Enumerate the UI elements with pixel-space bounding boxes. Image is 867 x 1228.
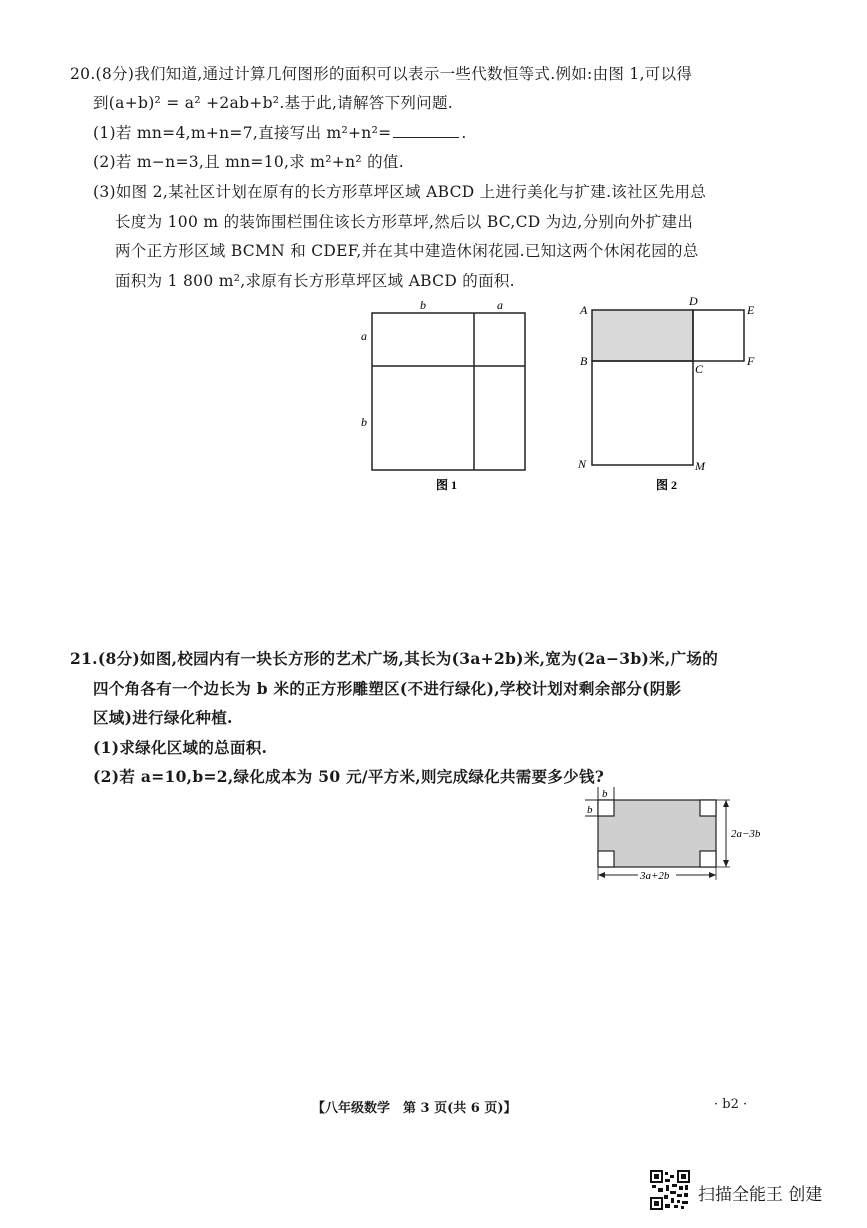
fig2-label-N: N — [578, 457, 587, 471]
qr-code-icon — [650, 1170, 690, 1210]
answer-blank — [393, 123, 459, 138]
fig1-label-b-top: b — [420, 298, 426, 312]
q21-line2: 四个角各有一个边长为 b 米的正方形雕塑区(不进行绿化),学校计划对剩余部分(阴影 — [93, 679, 682, 698]
fig2-label-M: M — [695, 459, 705, 473]
q20-part3-line3: 两个正方形区域 BCMN 和 CDEF,并在其中建造休闲花园.已知这两个休闲花园的总 — [115, 242, 699, 260]
q20-part1 — [93, 121, 467, 143]
figure-3 — [582, 785, 772, 885]
fig1-label-a-left: a — [361, 329, 367, 343]
q20-line2: 到(a+b)² = a² +2ab+b².基于此,请解答下列问题. — [93, 94, 453, 112]
fig1-caption: 图 1 — [436, 478, 458, 492]
page-code: · b2 · — [714, 1097, 748, 1112]
q20-part3-line1: (3)如图 2,某社区计划在原有的长方形草坪区域 ABCD 上进行美化与扩建.该社区先用总 — [93, 183, 707, 201]
q20-part3-line4: 面积为 1 800 m²,求原有长方形草坪区域 ABCD 的面积. — [115, 272, 515, 290]
fig2-label-B: B — [580, 354, 588, 368]
fig1-label-b-left: b — [361, 415, 367, 429]
q21-part1: (1)求绿化区域的总面积. — [93, 738, 268, 757]
fig3-label-length: 3a+2b — [640, 870, 670, 882]
fig2-label-A: A — [580, 303, 588, 317]
fig2-label-F: F — [747, 354, 755, 368]
fig3-corner-square-br — [700, 851, 716, 867]
q20-part3-line2: 长度为 100 m 的装饰围栏围住该长方形草坪,然后以 BC,CD 为边,分别向外扩建出 — [115, 213, 694, 231]
fig3-label-b-left: b — [587, 804, 593, 816]
fig3-width-arrow-top — [723, 800, 729, 807]
fig3-label-b-top: b — [602, 788, 608, 800]
fig2-label-E: E — [747, 303, 755, 317]
fig3-corner-square-tl — [598, 800, 614, 816]
q21-line1: 21.(8分)如图,校园内有一块长方形的艺术广场,其长为(3a+2b)米,宽为(2a−3b)米,广场的 — [70, 649, 719, 668]
fig3-plaza-shaded — [598, 800, 716, 867]
q21-line3: 区域)进行绿化种植. — [93, 708, 233, 727]
fig2-square-bcmn — [592, 361, 693, 465]
fig3-width-arrow-bottom — [723, 860, 729, 867]
fig2-rect-abcd — [592, 310, 693, 361]
page-footer: 【八年级数学 第 3 页(共 6 页)】 — [312, 1101, 517, 1116]
fig3-label-width: 2a−3b — [731, 828, 761, 840]
q20-part2: (2)若 m−n=3,且 mn=10,求 m²+n² 的值. — [93, 153, 404, 171]
fig3-corner-square-tr — [700, 800, 716, 816]
fig1-outer-rect — [372, 313, 525, 470]
fig2-label-D: D — [689, 295, 698, 308]
q20-line1: 20.(8分)我们知道,通过计算几何图形的面积可以表示一些代数恒等式.例如:由图 1,可以得 — [70, 65, 693, 83]
figure-1 — [350, 295, 550, 495]
fig2-square-cdef — [693, 310, 744, 361]
fig2-caption: 图 2 — [656, 478, 678, 492]
figure-2 — [572, 295, 772, 495]
fig3-length-arrow-right — [709, 872, 716, 878]
fig3-corner-square-bl — [598, 851, 614, 867]
q20-part1-end: . — [461, 124, 467, 142]
scanner-watermark: 扫描全能王 创建 — [698, 1185, 823, 1205]
fig1-label-a-top: a — [497, 298, 503, 312]
q20-part1-text: (1)若 mn=4,m+n=7,直接写出 m²+n²= — [93, 124, 392, 142]
fig2-label-C: C — [695, 362, 704, 376]
q21-part2: (2)若 a=10,b=2,绿化成本为 50 元/平方米,则完成绿化共需要多少钱? — [93, 767, 605, 786]
fig3-length-arrow-left — [598, 872, 605, 878]
